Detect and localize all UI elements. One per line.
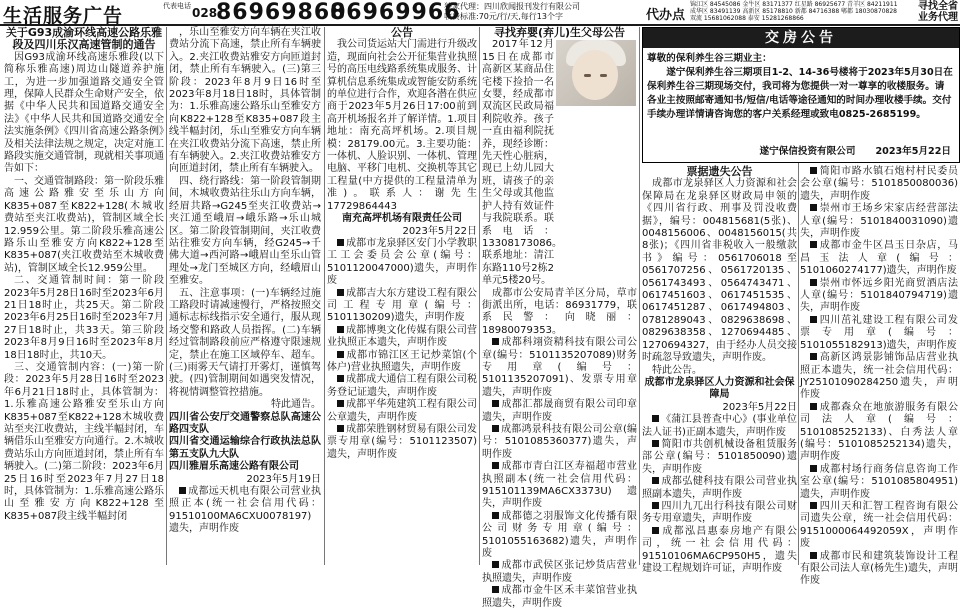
classified-ad-text: 《蒲江县普查中心》(事业单位法人证书)正副本遗失，声明作废 <box>642 414 797 438</box>
classified-ad <box>482 424 637 461</box>
infant-eye <box>600 74 607 77</box>
handover-notice-body <box>647 52 953 122</box>
notice-signatory: 遂宁保信投资有限公司 <box>759 146 856 157</box>
classified-ad-text: 简阳市路水镇石炮村村民委员会公章(编号：5101850080036)遗失，声明作废 <box>800 166 958 202</box>
classified-ad-text: 成都平华苑建筑工程有限公司公章遗失，声明作废 <box>327 399 477 423</box>
foundling-notice-title: 寻找弃婴(弃儿)生父母公告 <box>493 26 626 39</box>
notice-signatory: 南充高坪机场有限责任公司 <box>342 213 462 225</box>
classified-ad <box>800 501 958 551</box>
notice-paragraph: 四、绕行路线：第一阶段管制期间，木城收费站往乐山方向车辆，经眉共路→G245至夹江收费站→夹江通至峨眉→峨乐路→乐山城区。第二阶段管制期间，夹江收费站往雅安方向车辆，经G245→千佛大道→西河路→峨眉山至乐山管理处→龙门至城区方向，经峨眉山至雅安。 <box>169 175 321 287</box>
column-divider <box>798 163 799 565</box>
bullet-square-icon <box>492 561 499 568</box>
classified-ad-text: 成都市青白江区寿福超市营业执照副本(统一社会信用代码：915101139MA6CX3373U)遗失，声明作废 <box>482 461 637 510</box>
notice-paragraph: 遂宁保利养生谷三期项目1-2、14-36号楼将于2023年5月30日在保利养生谷三期现场交付，我司将为您提供一对一尊享的收楼服务。请各业主按照邮寄通知书/短信/电话等途径通知的时间办理收楼手续。交付手续办理详情请咨询您的客户关系经理或致电0825-2685199。 <box>647 67 953 120</box>
classified-ad-text: 四川茁礼建设工程有限公司发票专用章(编号：5101055182913)遗失，声明作废 <box>800 314 958 351</box>
bullet-square-icon <box>337 289 344 296</box>
classified-ad-text: 成都市金牛区昌玉日杂店，马昌玉法人章(编号：5101060274177)遗失，声明作废 <box>800 240 958 277</box>
bullet-square-icon <box>652 440 659 447</box>
hotline-2: 86969966 <box>330 0 461 25</box>
classified-ad <box>482 511 637 561</box>
column-divider <box>324 27 325 565</box>
bullet-square-icon <box>337 425 344 432</box>
classified-ad <box>800 402 958 464</box>
classified-ad <box>642 501 797 526</box>
notice-paragraph: 因G93成渝环线高速乐雅段(以下简称乐雅高速)周边山隧道养护施工，为进一步加强道路交通安全管理，保障人民群众生命财产安全，依据《中华人民共和国道路交通安全法》《中华人民共和国道路交通安全法实施条例》《四川省高速公路条例》及相关法律法规之规定，决定对施工路段实施交通管制，现就相关事项通告如下： <box>4 51 164 175</box>
foundling-notice-column <box>482 26 637 609</box>
classified-ad-text: 成都市金牛区禾丰菜馆营业执照遗失，声明作废 <box>482 585 637 609</box>
notice-date: 2023年5月22日 <box>402 225 477 237</box>
receipt-loss-column <box>642 165 797 574</box>
classified-ad <box>482 399 637 424</box>
classified-ad-text: 成都博奥文化传媒有限公司营业执照正本遗失，声明作废 <box>327 324 477 349</box>
classified-ad <box>642 476 797 501</box>
column-divider <box>479 27 480 565</box>
bullet-square-icon <box>652 415 659 422</box>
classified-ad <box>327 325 477 350</box>
highway-notice-continued <box>169 27 321 565</box>
bullet-square-icon <box>652 527 659 534</box>
phone-label: 代表电话 <box>163 2 191 10</box>
notice-signatory: 四川省交通运输综合行政执法总队第五支队九大队 <box>169 436 321 460</box>
classified-ad <box>482 585 637 610</box>
recruit-line-1: 寻找全省 <box>918 1 958 12</box>
notice-paragraph: 二、交通管制时间：第一阶段2023年5月28日16时至2023年6月21日18时止，共25天。第二阶段2023年6月25日16时至2023年7月27日18时止，共33天。第三阶段2023年8月9日16时至2023年8月18日18时止，共10天。 <box>4 275 164 361</box>
classified-ad <box>800 166 958 203</box>
recruit-line-2: 业务代理 <box>918 12 958 23</box>
column-divider <box>166 27 167 565</box>
classified-ad <box>327 288 477 325</box>
classified-ad-text: 成都成大通信工程有限公司税务登记证遗失，声明作废 <box>327 374 477 398</box>
infant-eye <box>584 74 591 77</box>
bullet-square-icon <box>810 502 817 509</box>
handover-notice-signature <box>760 143 952 157</box>
bullet-square-icon <box>810 403 817 410</box>
notice-paragraph: 五、注意事项：(一)车辆经过施工路段时请减速慢行，严格按照交通标志标线指示安全通行，服从现场交警和路政人员指挥。(二)车辆经过管制路段前应严格遵守限速规定，禁止在施工区域停车、超车。(三)雨雾天气请打开雾灯，谨慎驾驶。(四)管制期间如遇突发情况，将视情调整管控措施。 <box>169 287 321 398</box>
classified-ad <box>800 203 958 240</box>
classified-ad-text: 崇州市怀远乡阳光商贸酒店法人章(编号：5101840794719)遗失，声明作废 <box>800 277 958 314</box>
column-divider <box>639 27 640 565</box>
masthead <box>0 0 960 26</box>
handover-notice-box <box>642 27 960 163</box>
classified-ad-text: 四川天和汇智工程咨询有限公司遗失公章，统一社会信用代码：9151000064492059X，声明作废 <box>800 500 958 550</box>
bullet-square-icon <box>337 351 344 358</box>
notice-paragraph: 成都市龙泉驿区人力资源和社会保障局在龙泉驿区财政局申领的《四川省行政、刑事及罚没收费据》，编号：004815681(5张)、0048156006、0048156015(共8张)；《四川省非税收入一般缴款书》编号：0561706018至0561707256、0561720135、0561743493、0564743471、0617451603、0617451535、0617451287、0617494803、0781289043、0829638698、0829638358、1270694485、1270694327，由于经办人员交接时疏忽导致遗失，声明作废。 <box>642 178 797 364</box>
classified-ad <box>800 278 958 315</box>
notice-paragraph: ，乐山至雅安方向车辆在夹江收费站分流下高速，禁止所有车辆驶入。2.夹江收费站雅安方向匝道封闭，禁止所有车辆驶入。(三)第三阶段：2023年8月9日16时至2023年8月18日18时，具体管制为：1.乐雅高速公路乐山至雅安方向K822+128至K835+087段主线半幅封闭，乐山至雅安方向车辆在夹江收费站分流下高速，禁止所有车辆驶入。2.夹江收费站雅安方向匝道封闭，禁止所有车辆驶入。 <box>169 27 321 175</box>
classified-ad-text: 成都市民和建筑装饰设计工程有限公司法人章(杨先生)遗失，声明作废 <box>800 550 958 587</box>
bullet-square-icon <box>492 512 499 519</box>
classified-ad-text: 成都德之羽服饰文化传播有限公司财务专用章(编号：5101055163682)遗失，声明作废 <box>482 510 637 560</box>
classified-ad-text: 成都市龙泉驿区安门小学教职工工会委员会公章(编号：5101120047000)遗失，声明作废 <box>327 237 477 287</box>
classified-ads-column <box>800 166 958 587</box>
bullet-square-icon <box>492 462 499 469</box>
bullet-square-icon <box>337 400 344 407</box>
highway-notice-column <box>4 27 164 565</box>
classified-ad-text: 成都市武侯区张记炒货店营业执照遗失，声明作废 <box>482 560 637 584</box>
classified-ad <box>169 486 321 536</box>
notice-signatory: 四川雅眉乐高速公路有限公司 <box>169 461 299 473</box>
classified-ad <box>800 464 958 501</box>
bullet-square-icon <box>492 338 499 345</box>
notice-paragraph: 三、交通管制内容：(一)第一阶段：2023年5月28日16时至2023年6月21日18时止，具体管制为：1.乐雅高速公路雅安至乐山方向K835+087至K822+128木城收费站至夹江收费站，主线半幅封闭，车辆借乐山至雅安方向通行。2.木城收费站乐山方向匝道封闭，禁止所有车辆驶入。(二)第二阶段：2023年6月25日16时至2023年7月27日18时，具体管制为：1.乐雅高速公路乐山至雅安方向K822+128至K835+087段主线半幅封闭 <box>4 361 164 522</box>
notice-date: 2023年5月19日 <box>246 473 321 485</box>
bullet-square-icon <box>652 502 659 509</box>
notice-signatory: 四川省公安厅交通警察总队高速公路四支队 <box>169 411 321 435</box>
classified-ad <box>800 315 958 352</box>
bullet-square-icon <box>492 586 499 593</box>
classified-ad-text: 成都荣胜钢材贸易有限公司发票专用章(编号：5101123507)遗失，声明作废 <box>327 424 477 460</box>
classified-ad <box>327 399 477 424</box>
hotline-1: 86969860 <box>216 0 347 25</box>
classified-ad-text: 成都森众在地旅游服务有限公司法人章(编号：5101085252133)、白秀法人章(编号：5101085252134)遗失，声明作废 <box>800 401 958 463</box>
classified-ad-text: 成都市锦江区王记炒菜馆(个体户)营业执照遗失，声明作废 <box>327 349 477 373</box>
bullet-square-icon <box>652 477 659 484</box>
classified-ad <box>327 374 477 399</box>
bullet-square-icon <box>810 204 817 211</box>
classified-ad <box>482 560 637 585</box>
classified-ad-text: 成都鸿景科技有限公司公章(编号：5101085360377)遗失，声明作废 <box>482 424 637 460</box>
notice-date: 2023年5月22日 <box>875 146 951 157</box>
classified-ad-text: 成都远天机电有限公司营业执照正本(统一社会信用代码：91510100MA6CXU0078197)遗失，声明作废 <box>169 486 321 535</box>
bullet-square-icon <box>810 316 817 323</box>
classified-ad <box>642 414 797 439</box>
infant-face <box>572 50 618 100</box>
bullet-square-icon <box>810 552 817 559</box>
notice-paragraph: 我公司货运站大门需进行升级改造，现面向社会公开征集营业执照号的高压电线路系统集成服务、计算机信息系统集成或智能安防系统的单位进行合作，欢迎各潜在供应商于2023年5月26日17:00前到高开机场报名并了解详情。1.项目地址：南充高坪机场。2.项目规模：28179.00元。3.主要功能：一体机、人脸识别、一体机、管理电脑、平移门电机、交换机等其它工程量(中方提供的工程量清单为准)。联系人：谢先生17729864443 <box>327 39 477 212</box>
classified-ad <box>327 424 477 461</box>
notice-paragraph: 2017年12月15日在成都市高新区某商品住宅楼下捡拾一名女婴，经成都市双流区民政局福利院收养。孩子一直由福利院抚养，现经诊断：先天性心脏病，现已上幼儿园大班，请孩子的亲生父母或其他监护人持有效证件与我院联系。联系电话：13308173086。联系地址：清江东路110号2栋2单元5楼20号。 <box>482 39 562 287</box>
agent-office-label: 代办点 <box>646 8 686 23</box>
classified-ad-text: 成都弘健科技有限公司营业执照副本遗失，声明作废 <box>642 476 797 500</box>
newspaper-logo: 生活服务广告 <box>3 5 124 27</box>
classified-ad-text: 成都吉大东方建设工程有限公司工程专用章(编号：5101130209)遗失，声明作废 <box>327 287 477 324</box>
classified-ad <box>482 337 637 399</box>
bullet-square-icon <box>337 375 344 382</box>
bullet-square-icon <box>810 279 817 286</box>
classified-ad <box>327 350 477 375</box>
classified-ad <box>327 238 477 288</box>
classified-ad <box>800 240 958 277</box>
bullet-square-icon <box>337 239 344 246</box>
classified-ad <box>800 352 958 402</box>
receipt-loss-title: 票据遗失公告 <box>686 165 753 178</box>
classified-ad-text: 成都泓昌惠泰房地产有限公司，统一社会信用代码：91510106MA6CP950H5，遗失建设工程规划许可证，声明作废 <box>642 525 797 574</box>
classified-ad-text: 成都科翊资精科技有限公司公章(编号：5101135207089)财务专用章(编号：5101135207091)、发票专用章遗失，声明作废 <box>482 337 637 398</box>
classified-ad-text: 四川九兀出行科技有限公司财务专用章遗失，声明作废 <box>642 500 797 525</box>
bullet-square-icon <box>492 425 499 432</box>
classified-ad <box>642 526 797 576</box>
classified-ad-text: 高新区鸿景影铺饰品店营业执照正本遗失，统一社会信用代码：JY25101090284250遗失，声明作废 <box>800 352 958 401</box>
classified-ad-text: 成都村场行商务信息咨询工作室公章(编号：5101085804951)遗失，声明作废 <box>800 463 958 500</box>
notice-paragraph: 特此公告。 <box>652 364 702 376</box>
agent-phone-list: 锦江区 84545086 金牛区 83171377 红星路 86925677 青羊区 84211911 成华区 83491139 高新区 85178810 新都 84716388 郫都 18030870828 双流 15681062088 泰安 15281268866 <box>690 1 898 22</box>
bullet-square-icon <box>810 167 817 174</box>
notice-paragraph: 特此通告。 <box>271 399 321 411</box>
handover-notice-title: 交房公告 <box>643 28 959 48</box>
airport-notice-column <box>327 27 477 565</box>
bullet-square-icon <box>810 353 817 360</box>
classified-ad-text: 崇州市王场乡宋家店经营部法人章(编号：5101840031090)遗失，声明作废 <box>800 203 958 240</box>
notice-signatory: 成都市龙泉驿区人力资源和社会保障局 <box>644 376 795 401</box>
classified-ad <box>642 439 797 476</box>
bullet-square-icon <box>810 465 817 472</box>
highway-notice-title: 关于G93成渝环线高速公路乐雅段及四川乐汉高速管制的通告 <box>5 26 163 52</box>
infant-photo <box>556 40 636 106</box>
notice-paragraph: 成都市公安局青羊区分局，草市街派出所，电话：86931779，联系民警：向晓丽：18980079353。 <box>482 287 637 336</box>
exclusive-agent: 独家代理：四川欣闻报刊发行有限公司 <box>444 2 580 11</box>
classified-ad-text: 成都汇都晟商贸有限公司印章遗失，声明作废 <box>482 399 637 423</box>
recruit-agents <box>906 1 958 23</box>
notice-date: 2023年5月22日 <box>722 401 797 413</box>
bullet-square-icon <box>492 400 499 407</box>
airport-notice-title: 公告 <box>391 26 413 39</box>
bullet-square-icon <box>810 241 817 248</box>
bullet-square-icon <box>179 487 186 494</box>
bullet-square-icon <box>337 326 344 333</box>
area-code: 028- <box>192 6 223 20</box>
classified-ad <box>800 551 958 588</box>
notice-salutation: 尊敬的保利养生谷三期业主： <box>647 53 772 64</box>
classified-ad-text: 简阳市共创机械设备租赁服务部公章(编号：5101850090)遗失，声明作废 <box>642 438 797 475</box>
price-rate: 收费标准:70元/行/天,每行13个字 <box>444 12 563 21</box>
classified-ad <box>482 461 637 511</box>
notice-paragraph: 一、交通管制路段：第一阶段乐雅高速公路雅安至乐山方向K835+087至K822+128(木城收费站至夹江收费站)，管制区域全长12.959公里。第二阶段乐雅高速公路乐山至雅安方向K822+128至K835+087(夹江收费站至木城收费站)，管制区域全长12.959公里。 <box>4 175 164 274</box>
